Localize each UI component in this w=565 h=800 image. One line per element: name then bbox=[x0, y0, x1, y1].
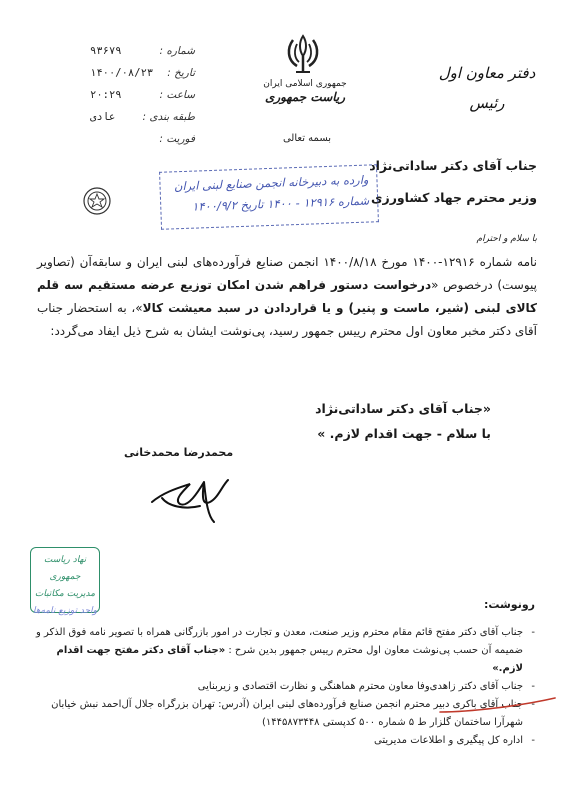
body-part1: نامه شماره ۱۲۹۱۶-۱۴۰۰ مورخ ۱۴۰۰/۸/۱۸ انجمن صنایع فرآورده‌های لبنی ایران و سابقه‌آن (تصاویر پیوست) درخصوص « bbox=[37, 255, 538, 292]
number-label: شماره : bbox=[159, 45, 195, 57]
cc-item-bold: «جناب آقای دکتر مفتح جهت اقدام لازم.» bbox=[56, 645, 523, 674]
cc-item-text: جناب آقای دکتر مفتح قائم مقام محترم وزیر صنعت، معدن و تجارت در امور بازرگانی همراه با تصویر نامه فوق الذکر و ضمیمه آن حسب پی‌نوشت معاون اول محترم رییس جمهور بدین شرح : bbox=[35, 627, 523, 656]
cc-item: - جناب آقای دکتر زاهدی‌وفا معاون محترم هماهنگی و نظارت اقتصادی و زیربنایی bbox=[197, 681, 535, 692]
signer-name: محمدرضا محمدخانی bbox=[124, 446, 234, 459]
iran-emblem-icon bbox=[283, 32, 323, 76]
meta-urgency bbox=[90, 128, 195, 150]
letter-body bbox=[37, 251, 537, 343]
cc-item-text: جناب آقای باکری دبیر محترم انجمن صنایع فرآورده‌های لبنی ایران (آدرس: تهران بزرگراه جلال آل‌احمد نبش خیابان شهرآرا ساختمان گلزار ط ۵ شماره ۵۰۰ کدپستی ۱۴۴۵۸۷۳۴۴۸) bbox=[51, 699, 523, 728]
office-line1: دفتر معاون اول bbox=[438, 64, 536, 82]
meta-number bbox=[90, 40, 195, 62]
date-value: ۱۴۰۰/۰۸/۲۳ bbox=[90, 67, 154, 79]
bismillah: بسمه تعالی bbox=[282, 133, 332, 144]
meta-classification bbox=[90, 106, 195, 128]
meta-date bbox=[90, 62, 195, 84]
cc-item-text: اداره کل پیگیری و اطلاعات مدیریتی bbox=[374, 735, 523, 746]
office-line2: رئیس bbox=[469, 94, 505, 112]
cc-item: - جناب آقای باکری دبیر محترم انجمن صنایع فرآورده‌های لبنی ایران (آدرس: تهران بزرگراه جلال آل‌احمد نبش خیابان شهرآرا ساختمان گلزار ط ۵ شماره ۵۰۰ کدپستی ۱۴۴۵۸۷۳۴۴۸) bbox=[51, 699, 535, 728]
office-stamp bbox=[30, 547, 100, 616]
classification-value: عادی bbox=[90, 111, 116, 123]
office-stamp-line3: واحد توزیع نامه‌ها bbox=[32, 606, 98, 616]
emblem-caption-main: ریاست جمهوری bbox=[264, 90, 346, 104]
meta-time bbox=[90, 84, 195, 106]
cc-item: - جناب آقای دکتر مفتح قائم مقام محترم وزیر صنعت، معدن و تجارت در امور بازرگانی همراه با تصویر نامه فوق الذکر و ضمیمه آن حسب پی‌نوشت معاون اول محترم رییس جمهور بدین شرح : «جناب آقای دکتر مفتح جهت اقدام لازم.» bbox=[35, 627, 535, 674]
office-header bbox=[427, 58, 547, 118]
letter-meta bbox=[90, 40, 195, 150]
time-label: ساعت : bbox=[159, 89, 195, 101]
cc-item-text: جناب آقای دکتر زاهدی‌وفا معاون محترم هماهنگی و نظارت اقتصادی و زیربنایی bbox=[197, 681, 523, 692]
date-label: تاریخ : bbox=[167, 67, 195, 79]
number-value: ۹۳۶۷۹ bbox=[90, 45, 122, 57]
time-value: ۲۰:۲۹ bbox=[90, 89, 122, 101]
signature-icon bbox=[144, 462, 254, 526]
body-request: درخواست دستور فراهم شدن امکان توزیع عرضه مستقیم سه قلم کالای لبنی (شیر، ماست و پنیر) و یا قراردادن در سبد معیشت کالا bbox=[37, 278, 537, 315]
cc-item: - اداره کل پیگیری و اطلاعات مدیریتی bbox=[374, 735, 535, 746]
office-stamp-line1: نهاد ریاست جمهوری bbox=[43, 555, 87, 582]
greeting: با سلام و احترام bbox=[476, 234, 537, 244]
cc-list bbox=[27, 624, 535, 750]
quote-line1: «جناب آقای دکتر ساداتی‌نژاد bbox=[315, 401, 491, 416]
seal-icon bbox=[82, 186, 112, 216]
cc-heading: رونوشت: bbox=[483, 598, 535, 611]
addressee-title: وزیر محترم جهاد کشاورزی bbox=[371, 190, 537, 205]
emblem-caption-top: جمهوری اسلامی ایران bbox=[263, 79, 347, 89]
classification-label: طبقه بندی : bbox=[142, 111, 195, 123]
received-stamp bbox=[159, 164, 379, 230]
body-part2: »، به استحضار جناب آقای دکتر مخبر معاون اول محترم رییس جمهور رسید، پی‌نوشت ایشان به شرح ذیل ایفاد می‌گردد: bbox=[37, 301, 537, 338]
received-stamp-line1: وارده به دبیرخانه انجمن صنایع لبنی ایران bbox=[173, 172, 369, 194]
office-stamp-line2: مدیریت مکاتبات bbox=[34, 589, 96, 599]
quote-line2: با سلام - جهت اقدام لازم. » bbox=[317, 426, 491, 441]
urgency-label: فوریت : bbox=[159, 133, 195, 145]
received-stamp-line2: شماره ۱۲۹۱۶ - ۱۴۰۰ تاریخ ۱۴۰۰/۹/۲ bbox=[191, 193, 370, 214]
addressee-name: جناب آقای دکتر ساداتی‌نژاد bbox=[369, 158, 537, 173]
emblem-caption bbox=[255, 78, 355, 104]
